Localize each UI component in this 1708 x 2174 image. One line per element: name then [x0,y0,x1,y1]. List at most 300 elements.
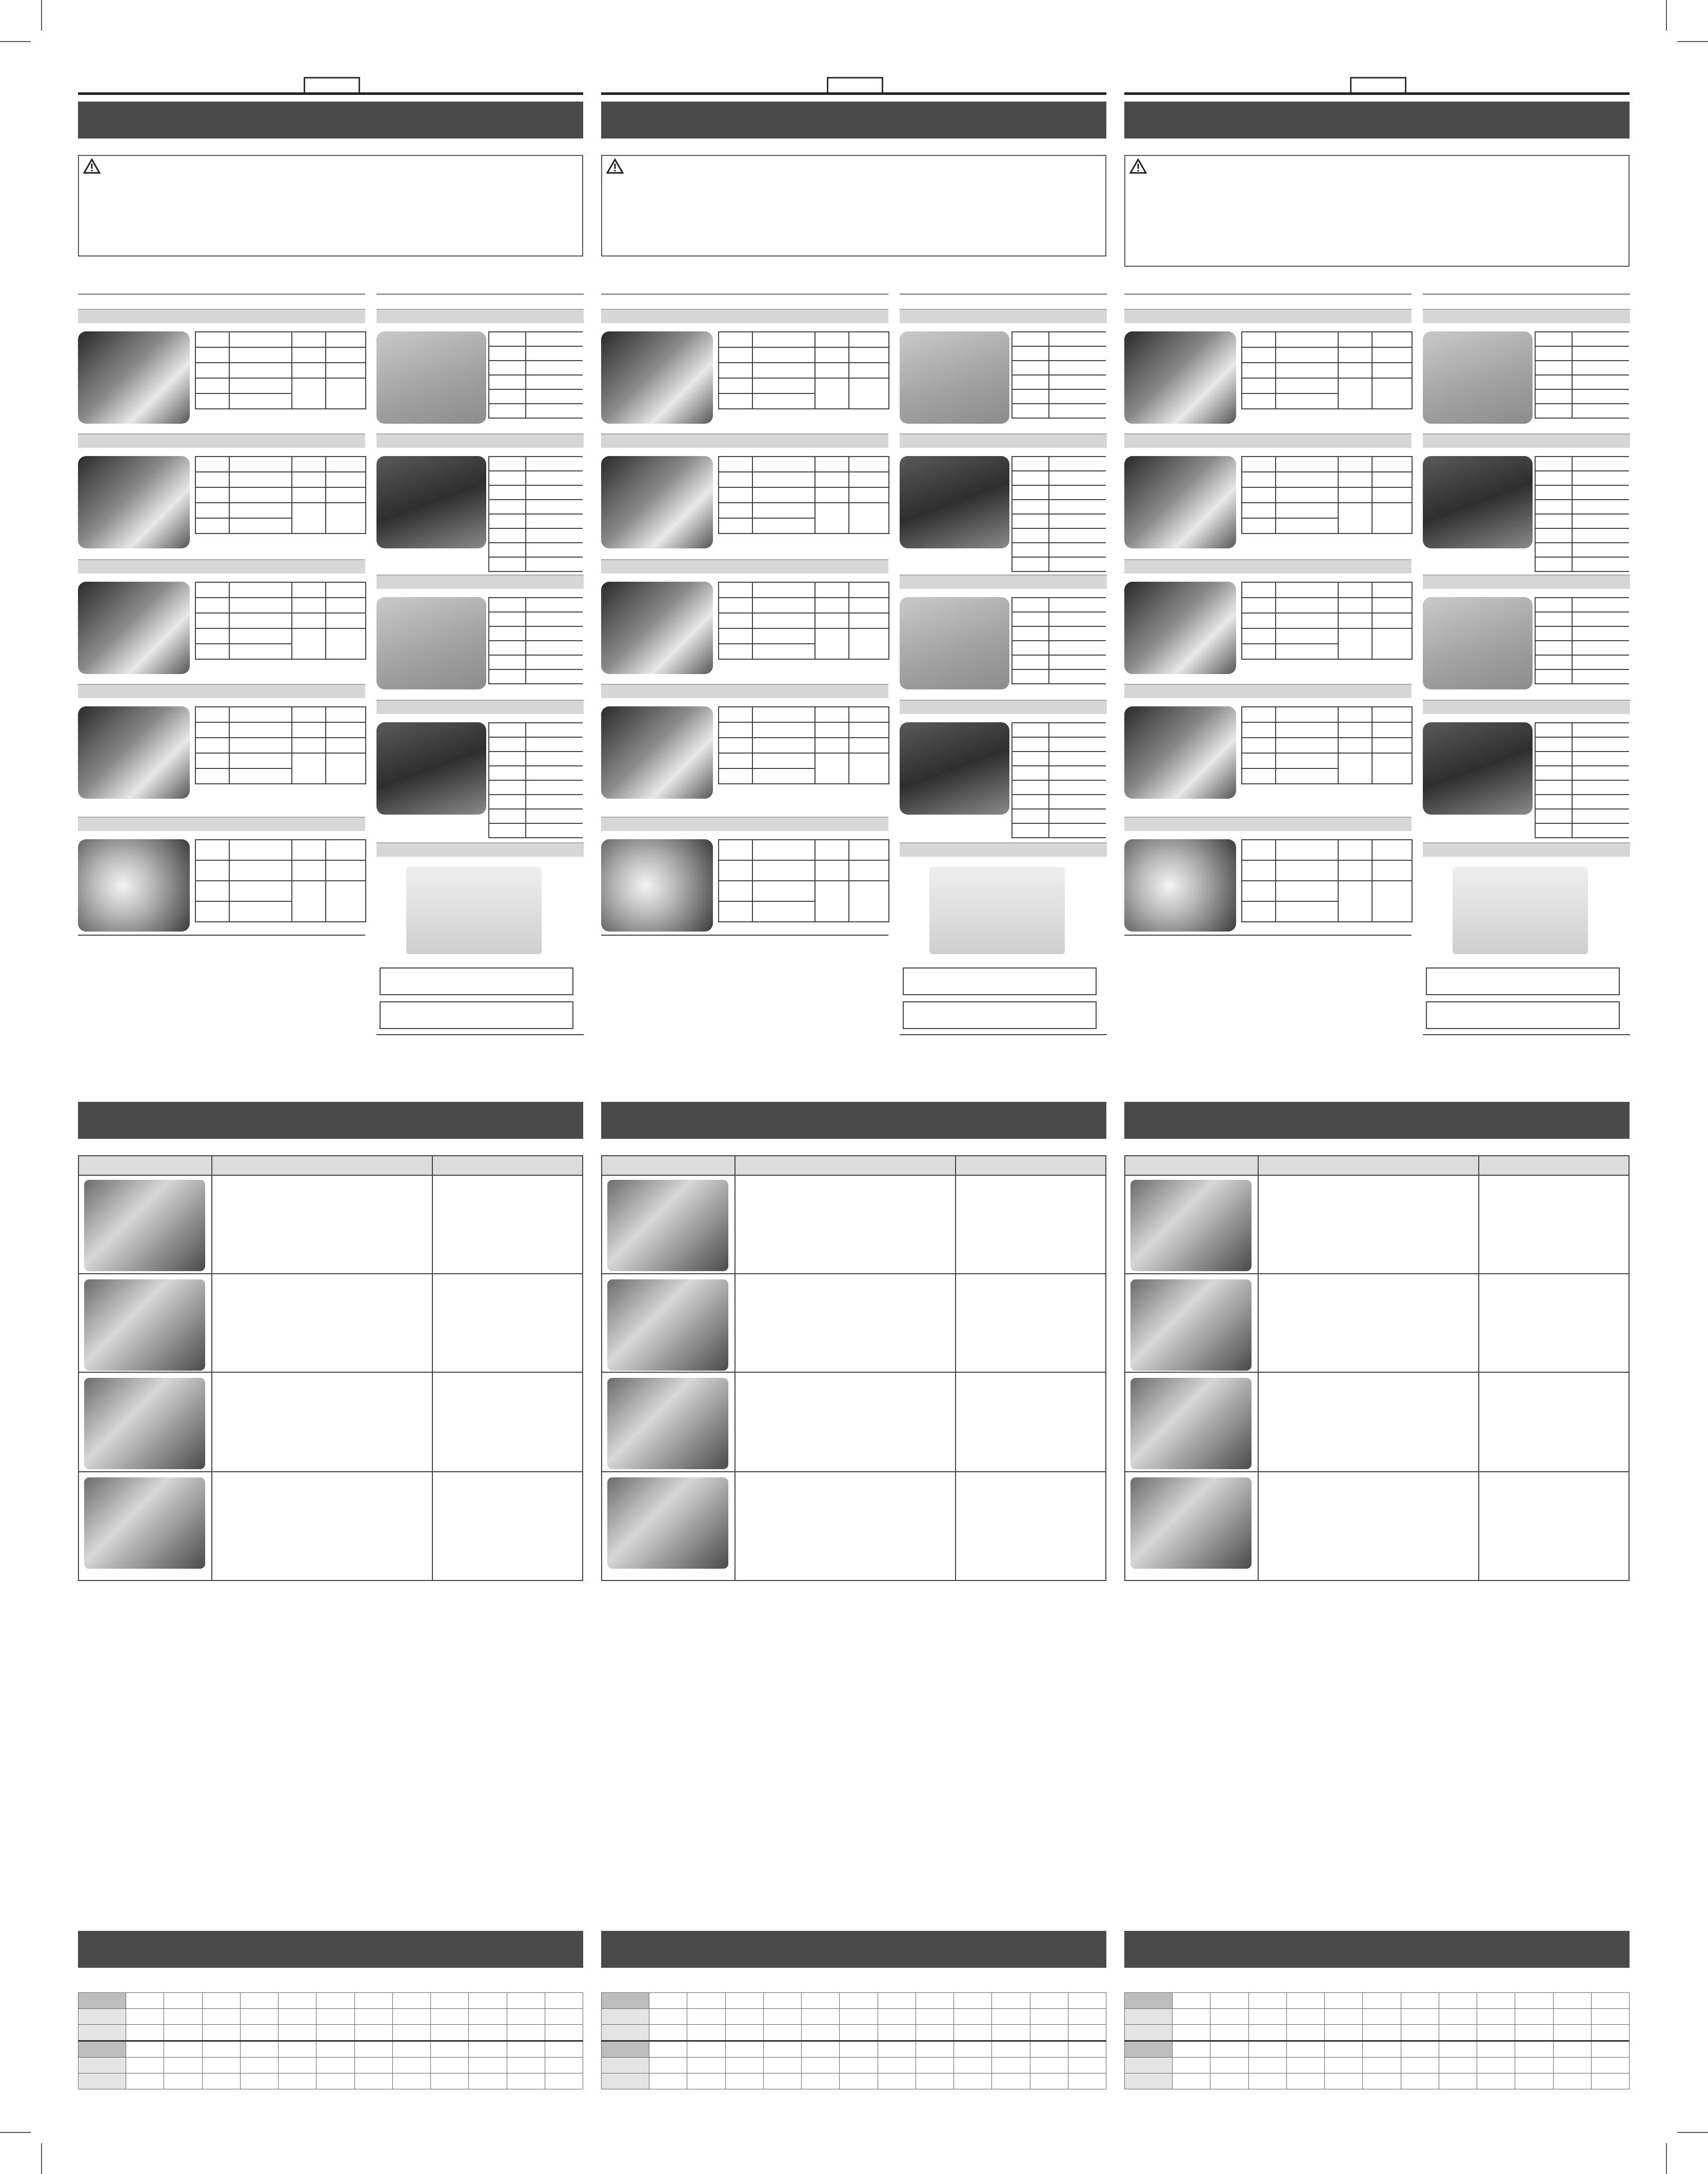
table-cell [849,707,889,722]
table-cell [1572,780,1629,795]
troubleshooting-table-header [1125,1156,1628,1176]
table-cell [489,752,526,766]
data-cell [954,2058,992,2073]
table-cell [1012,514,1049,528]
component-band [78,559,365,574]
data-cell [687,1993,725,2009]
control-board-photo [1423,456,1533,548]
table-cell [526,361,583,375]
table-cell [1572,457,1629,471]
data-cell [802,2009,840,2025]
data-cell [545,2009,583,2025]
data-cell [1591,2041,1629,2058]
table-cell [229,378,292,393]
table-cell [326,518,366,533]
data-cell [916,2058,954,2073]
header-rule [78,92,583,95]
table-cell [1276,518,1338,533]
data-cell [164,2073,202,2089]
data-cell [202,2058,240,2073]
data-cell [725,2009,763,2025]
data-cell [1439,2009,1477,2025]
table-cell [1338,487,1372,503]
table-cell [489,332,526,346]
table-cell [1372,503,1412,518]
data-cell [1173,2041,1210,2058]
data-cell [725,1993,763,2009]
header-rule [601,92,1106,95]
data-cell [802,2025,840,2041]
relay-spec-table [488,331,583,419]
table-cell [326,860,366,881]
relay-band [376,309,584,323]
note-box [380,967,573,995]
table-cell [326,393,366,409]
data-cell [1439,2073,1477,2089]
data-cell [649,1993,687,2009]
table-cell [1372,860,1412,881]
data-cell [1286,2041,1324,2058]
data-cell [164,2025,202,2041]
table-cell [1242,393,1276,409]
table-cell [1276,582,1338,598]
table-cell [1572,375,1629,389]
table-cell [1049,375,1106,389]
data-cell [1477,1993,1515,2009]
table-cell [526,780,583,795]
data-cell [1591,2009,1629,2025]
table-cell [1535,543,1572,557]
table-cell [1535,457,1572,471]
row-header-cell [602,2025,649,2041]
table-cell [752,768,815,784]
data-cell [1210,1993,1248,2009]
table-cell [849,860,889,881]
crop-mark [1666,0,1667,31]
data-cell [279,2009,316,2025]
table-cell [1535,557,1572,571]
table-cell [489,361,526,375]
table-cell [292,738,326,753]
relay-photo [1423,331,1533,424]
table-cell [1242,613,1276,628]
table-cell [752,840,815,860]
table-cell [1535,823,1572,838]
table-cell [815,472,849,487]
table-cell [1338,644,1372,659]
table-cell [1049,471,1106,485]
table-cell [1338,332,1372,347]
relay-spec-table [1011,456,1106,572]
relay-bank-band [376,842,584,857]
data-cell [1248,2009,1286,2025]
row-header-cell [78,1993,126,2009]
data-cell [507,2041,545,2058]
table-cell [815,722,849,738]
component-band [601,559,888,574]
data-cell [725,2073,763,2089]
table-cell [815,753,849,768]
table-cell [752,644,815,659]
data-cell [126,2073,164,2089]
row-header-cell [602,1993,649,2009]
table-cell [1535,500,1572,514]
table-cell [489,795,526,809]
row-header-cell [1125,2009,1173,2025]
table-cell [326,487,366,503]
data-cell [202,2025,240,2041]
relay-spec-table [1011,597,1106,684]
table-cell [489,404,526,418]
relay-spec-table [1535,597,1629,684]
data-cell [763,2073,801,2089]
column-divider [734,1156,736,1580]
table-cell [1372,347,1412,363]
table-cell [815,393,849,409]
table-cell [1572,557,1629,571]
table-cell [195,487,229,503]
row-header-cell [1125,2058,1173,2073]
table-cell [1242,378,1276,393]
page-tab [827,77,883,94]
data-cell [1515,1993,1553,2009]
table-cell [195,628,229,644]
data-cell [469,2073,507,2089]
data-cell [431,1993,469,2009]
table-cell [752,582,815,598]
table-cell [292,332,326,347]
data-cell [840,1993,878,2009]
table-cell [526,485,583,500]
component-band [78,309,365,323]
data-cell [840,2073,878,2089]
data-cell [354,2041,392,2058]
table-cell [849,457,889,472]
row-divider [79,1372,582,1373]
table-cell [526,723,583,737]
table-cell [229,644,292,659]
component-spec-table [718,456,889,534]
data-cell [1030,2041,1068,2058]
table-cell [719,840,752,860]
data-cell [392,2041,430,2058]
component-spec-table [1241,582,1413,660]
row-divider [79,1471,582,1472]
data-cell [687,2009,725,2025]
crop-mark [41,2143,42,2174]
row-header-cell [78,2025,126,2041]
table-cell [849,347,889,363]
column-divider [955,1156,956,1580]
table-cell [1012,752,1049,766]
data-cell [687,2058,725,2073]
table-cell [526,543,583,557]
troubleshooting-table [601,1155,1106,1581]
table-cell [326,598,366,613]
data-cell [1401,2025,1439,2041]
table-cell [1372,722,1412,738]
data-cell [954,2073,992,2089]
table-cell [1572,737,1629,752]
table-cell [195,347,229,363]
data-cell [1515,2073,1553,2089]
table-cell [1276,503,1338,518]
control-board-photo [84,1378,205,1469]
table-cell [526,500,583,514]
table-cell [195,722,229,738]
data-cell [354,2025,392,2041]
table-cell [526,823,583,838]
data-cell [763,1993,801,2009]
table-cell [1338,598,1372,613]
table-cell [292,707,326,722]
thermostat-photo [1124,706,1236,799]
relay-spec-table [1011,722,1106,838]
table-cell [1242,628,1276,644]
crop-mark [0,41,31,42]
data-cell [1401,2009,1439,2025]
thermostat-photo [601,331,713,424]
table-cell [1372,644,1412,659]
table-cell [1012,723,1049,737]
component-spec-table [1241,331,1413,409]
column-divider [1478,1156,1479,1580]
table-cell [526,471,583,485]
table-cell [229,901,292,922]
table-cell [1338,768,1372,784]
table-cell [849,722,889,738]
data-cell [240,2073,278,2089]
oven-interior-photo [84,1180,205,1271]
data-cell [469,2025,507,2041]
table-cell [1276,472,1338,487]
data-cell [725,2058,763,2073]
table-cell [1242,860,1276,881]
section-header-bar [78,102,583,139]
data-cell [1210,2009,1248,2025]
table-cell [1276,881,1338,901]
table-cell [1049,598,1106,612]
relays-end-rule [376,1034,584,1035]
table-cell [526,612,583,626]
relay-spec-table [1535,331,1629,419]
data-cell [316,1993,354,2009]
data-cell [1477,2009,1515,2025]
data-cell [354,2058,392,2073]
table-cell [752,901,815,922]
note-box [1426,1001,1620,1029]
data-cell [316,2025,354,2041]
crop-mark [0,2132,31,2133]
relay-band [900,575,1107,589]
row-header-cell [1125,2041,1173,2058]
column-divider [432,1156,433,1580]
table-cell [1572,823,1629,838]
table-cell [326,738,366,753]
table-cell [1572,361,1629,375]
page-column [601,0,1106,2174]
data-cell [545,2058,583,2073]
data-cell [1068,2009,1106,2025]
table-cell [292,722,326,738]
data-cell [1030,2058,1068,2073]
table-cell [849,768,889,784]
troubleshooting-table [1124,1155,1630,1581]
table-cell [526,457,583,471]
components-end-rule [601,935,888,936]
section-header-bar [1124,102,1630,139]
component-spec-table [718,331,889,409]
data-cell [1248,2073,1286,2089]
table-cell [752,503,815,518]
data-cell [1363,2041,1401,2058]
table-cell [1049,528,1106,543]
data-cell [725,2041,763,2058]
relay-spec-table [488,597,583,684]
table-cell [1012,766,1049,780]
table-cell [815,598,849,613]
table-cell [1572,543,1629,557]
table-cell [1049,332,1106,346]
table-cell [1242,768,1276,784]
table-cell [292,518,326,533]
data-cell [725,2025,763,2041]
table-cell [849,332,889,347]
table-cell [815,628,849,644]
table-cell [849,644,889,659]
table-cell [719,472,752,487]
table-cell [815,881,849,901]
relay-spec-table [1011,331,1106,419]
table-cell [849,378,889,393]
table-cell [849,628,889,644]
table-cell [849,487,889,503]
data-cell [469,2009,507,2025]
data-cell [1439,1993,1477,2009]
table-cell [326,840,366,860]
table-cell [1572,471,1629,485]
data-cell [840,2025,878,2041]
table-cell [1049,612,1106,626]
table-cell [1535,404,1572,418]
relay-band [376,433,584,448]
table-cell [292,840,326,860]
data-cell [1477,2058,1515,2073]
table-cell [326,881,366,901]
component-spec-table [195,331,366,409]
table-cell [1012,332,1049,346]
control-board-photo [607,1378,728,1469]
table-cell [1049,457,1106,471]
table-cell [719,332,752,347]
data-cell [1515,2058,1553,2073]
table-cell [719,881,752,901]
component-spec-table [195,839,366,922]
table-cell [526,375,583,389]
table-cell [195,332,229,347]
table-cell [1242,738,1276,753]
data-cell [1591,2058,1629,2073]
warning-icon [1129,159,1147,176]
table-cell [1535,514,1572,528]
table-cell [1012,346,1049,361]
table-cell [195,613,229,628]
table-cell [1572,500,1629,514]
table-cell [292,753,326,768]
table-cell [1572,485,1629,500]
data-cell [1286,2025,1324,2041]
row-header-cell [78,2041,126,2058]
oven-interior-photo [1130,1180,1252,1271]
table-cell [815,840,849,860]
thermostat-photo [78,582,190,674]
table-cell [489,809,526,823]
table-cell [1049,346,1106,361]
data-cell [1515,2025,1553,2041]
relay-bank-photo [1453,867,1588,954]
table-cell [1372,393,1412,409]
data-cell [1173,2058,1210,2073]
table-cell [719,768,752,784]
table-cell [326,332,366,347]
data-cell [1591,1993,1629,2009]
relay-photo [376,331,486,424]
relays-end-rule [1423,1034,1630,1035]
data-cell [1401,2041,1439,2058]
table-cell [1012,404,1049,418]
table-cell [1338,613,1372,628]
column-divider [1258,1156,1259,1580]
data-cell [1248,2041,1286,2058]
table-cell [195,840,229,860]
row-header-cell [1125,2073,1173,2089]
table-cell [1012,669,1049,684]
table-cell [1049,737,1106,752]
data-cell [1363,2073,1401,2089]
control-board-photo [1130,1378,1252,1469]
table-cell [752,378,815,393]
table-cell [849,472,889,487]
table-cell [1338,628,1372,644]
data-cell [545,2041,583,2058]
data-cell [649,2009,687,2025]
control-board-photo [376,456,486,548]
data-cell [840,2041,878,2058]
note-box [1426,967,1620,995]
table-cell [526,766,583,780]
relay-spec-table [488,456,583,572]
table-cell [1372,753,1412,768]
table-cell [229,628,292,644]
data-cell [126,1993,164,2009]
data-cell [1210,2058,1248,2073]
table-cell [752,881,815,901]
table-cell [1535,766,1572,780]
data-cell [1210,2041,1248,2058]
table-cell [1372,332,1412,347]
table-cell [1338,363,1372,378]
table-cell [326,363,366,378]
table-cell [1276,457,1338,472]
note-box [903,967,1097,995]
data-cell [316,2058,354,2073]
component-band [601,433,888,448]
table-cell [1276,840,1338,860]
data-cell [431,2009,469,2025]
table-cell [195,378,229,393]
page-tab [1350,77,1406,94]
table-cell [1012,795,1049,809]
